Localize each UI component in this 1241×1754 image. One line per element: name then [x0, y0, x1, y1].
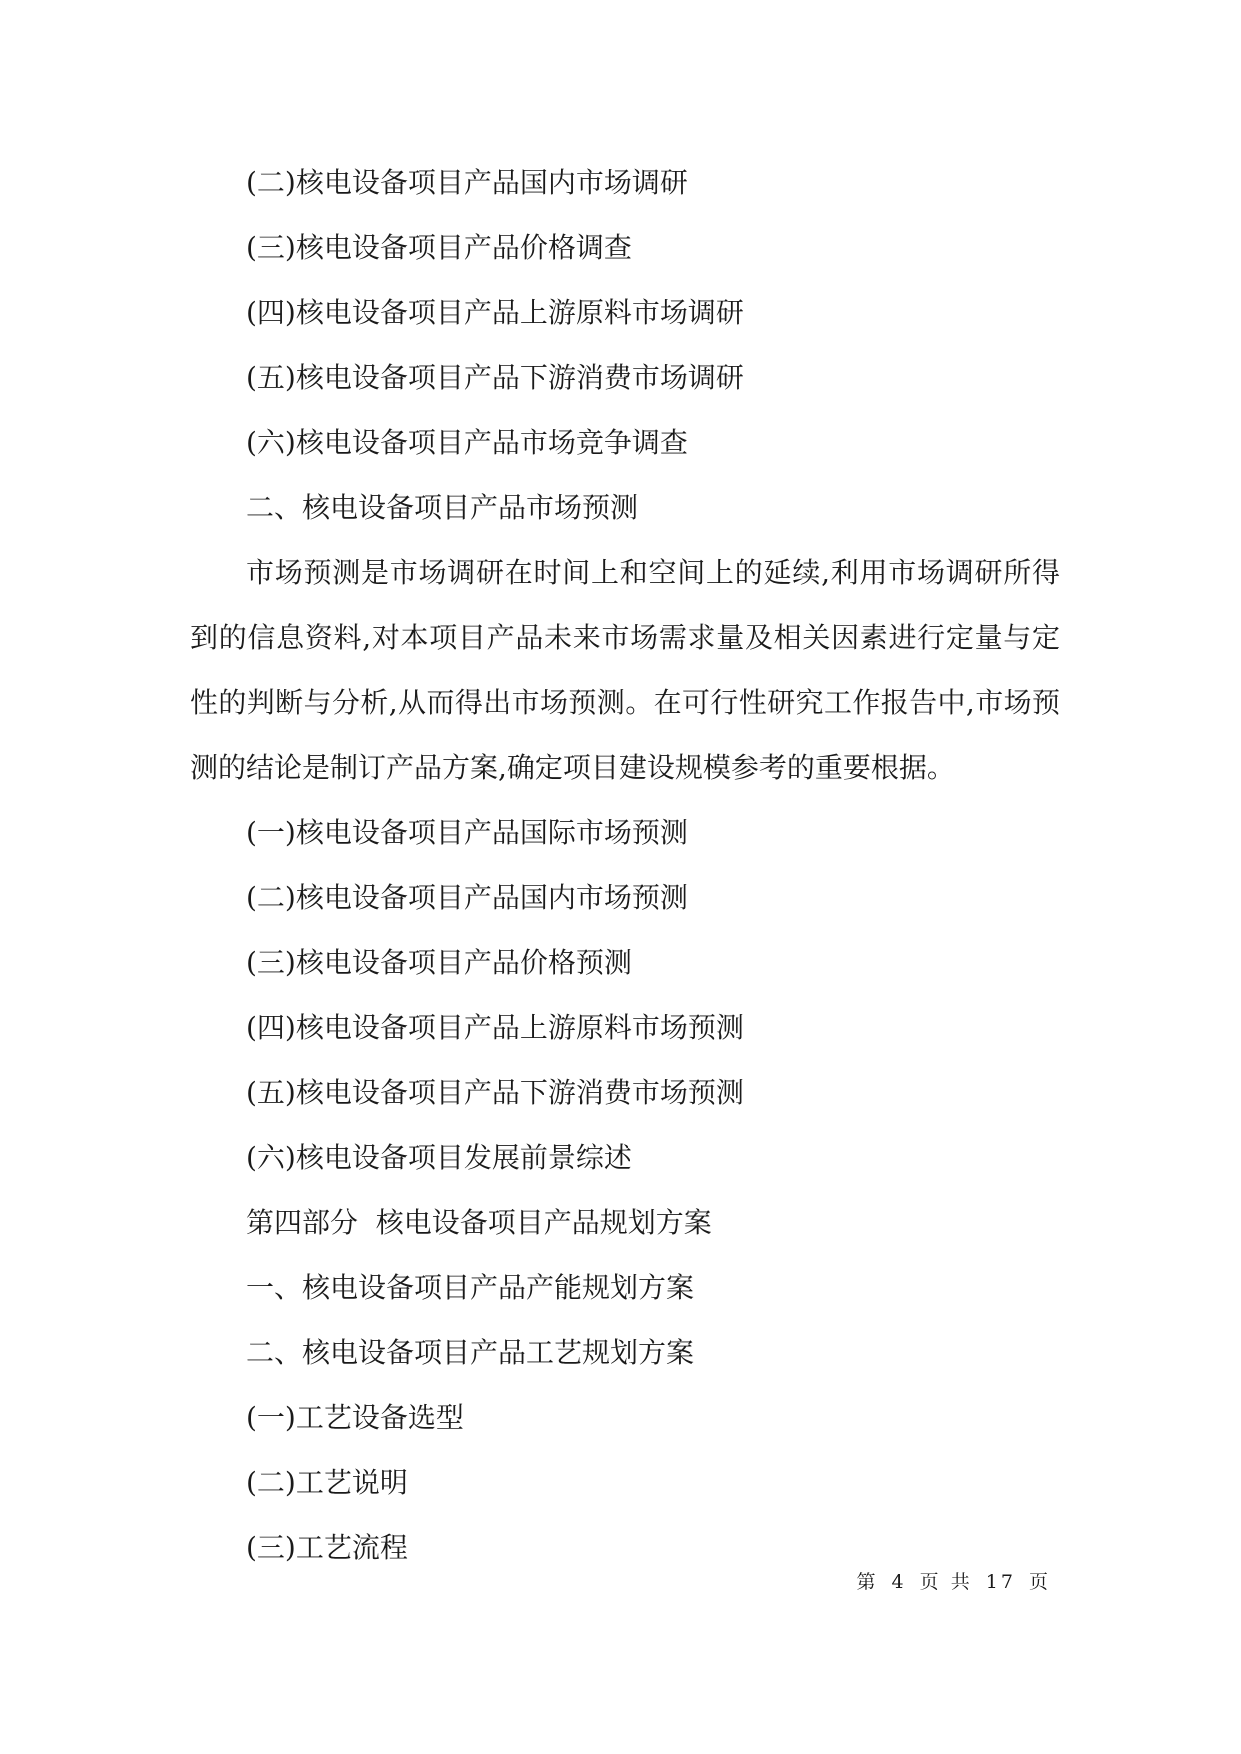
heading-international-forecast: (一)核电设备项目产品国际市场预测	[246, 816, 688, 849]
total-pages-number: 17	[985, 1571, 1016, 1593]
heading-process-flow: (三)工艺流程	[246, 1531, 408, 1564]
document-body	[190, 150, 1070, 1580]
heading-upstream-research: (四)核电设备项目产品上游原料市场调研	[246, 296, 744, 329]
footer-suffix: 页	[1028, 1571, 1051, 1593]
heading-price-survey: (三)核电设备项目产品价格调查	[246, 231, 632, 264]
footer-prefix: 第	[856, 1571, 879, 1593]
heading-price-forecast: (三)核电设备项目产品价格预测	[246, 946, 632, 979]
section-capacity-plan: 一、核电设备项目产品产能规划方案	[246, 1271, 695, 1304]
heading-development-outlook: (六)核电设备项目发展前景综述	[246, 1141, 632, 1174]
market-forecast-paragraph: 市场预测是市场调研在时间上和空间上的延续,利用市场调研所得到的信息资料,对本项目产品未来市场需求量及相关因素进行定量与定性的判断与分析,从而得出市场预测。在可行性研究工作报告中,市场预测的结论是制订产品方案,确定项目建设规模参考的重要根据。	[190, 556, 1060, 784]
heading-process-description: (二)工艺说明	[246, 1466, 408, 1499]
section-process-plan: 二、核电设备项目产品工艺规划方案	[246, 1336, 695, 1369]
heading-domestic-market-research: (二)核电设备项目产品国内市场调研	[246, 166, 688, 199]
part-four-title: 第四部分 核电设备项目产品规划方案	[246, 1206, 712, 1239]
page-footer	[854, 1567, 1053, 1594]
footer-mid: 页 共	[919, 1571, 973, 1593]
heading-competition-survey: (六)核电设备项目产品市场竞争调查	[246, 426, 688, 459]
heading-downstream-research: (五)核电设备项目产品下游消费市场调研	[246, 361, 744, 394]
heading-domestic-forecast: (二)核电设备项目产品国内市场预测	[246, 881, 688, 914]
heading-upstream-forecast: (四)核电设备项目产品上游原料市场预测	[246, 1011, 744, 1044]
section-market-forecast: 二、核电设备项目产品市场预测	[246, 491, 639, 524]
current-page-number: 4	[891, 1571, 907, 1593]
heading-downstream-forecast: (五)核电设备项目产品下游消费市场预测	[246, 1076, 744, 1109]
heading-equipment-selection: (一)工艺设备选型	[246, 1401, 464, 1434]
